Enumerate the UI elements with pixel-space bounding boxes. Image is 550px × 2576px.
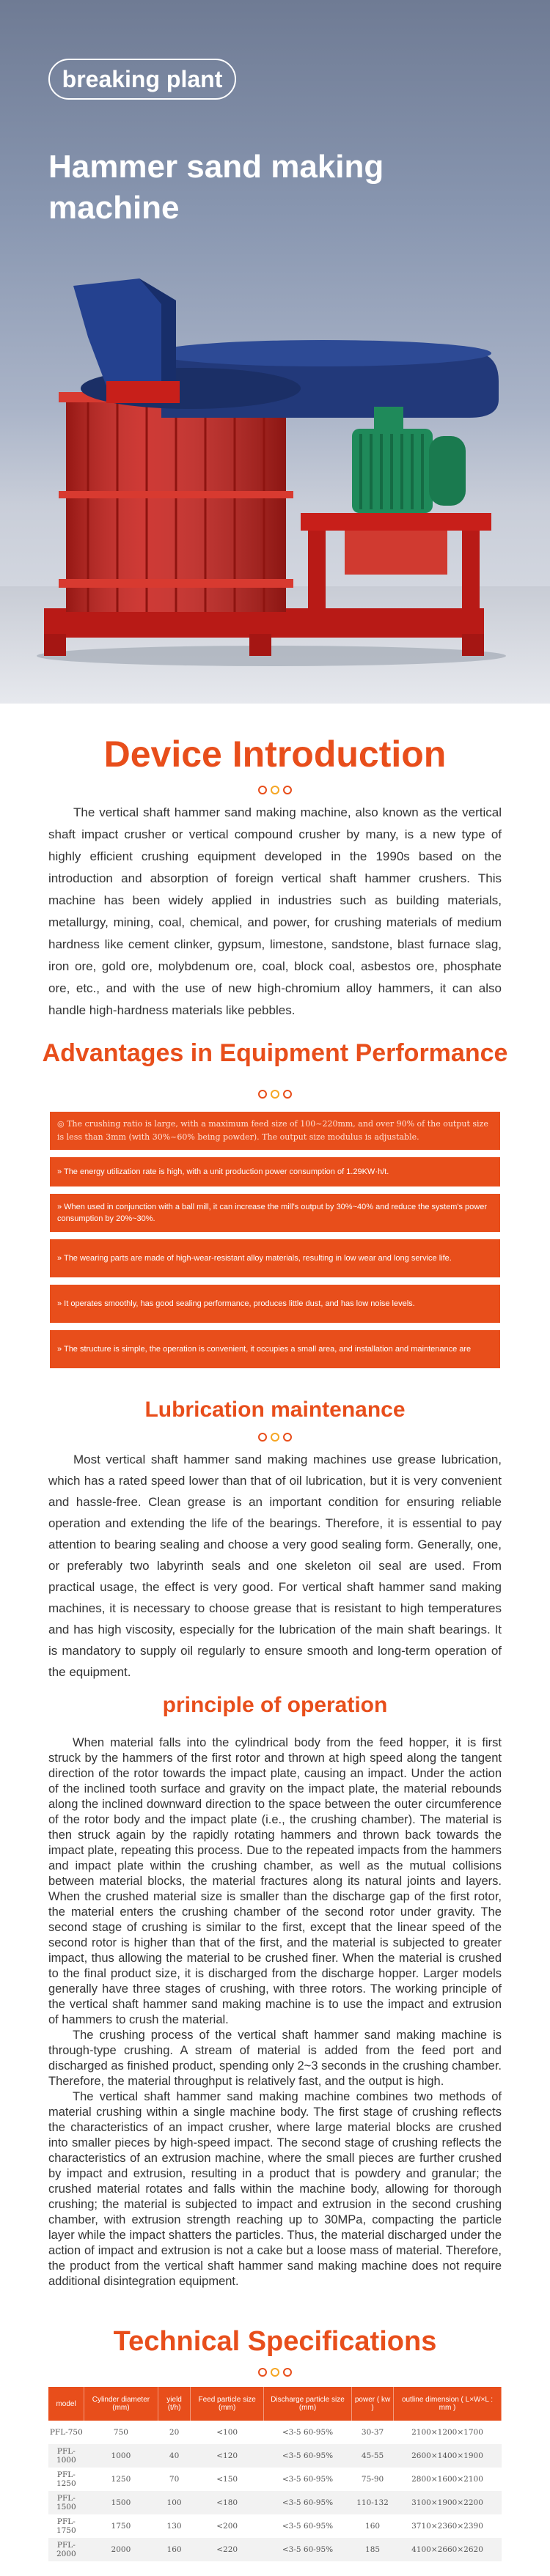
- specifications-table: [48, 2387, 502, 2561]
- table-cell: 1500: [84, 2491, 158, 2514]
- table-cell: PFL-1250: [48, 2468, 84, 2491]
- table-cell: 2800×1600×2100: [394, 2468, 502, 2491]
- advantage-item: » When used in conjunction with a ball mill, it can increase the mill's output by 30%~40% and reduce the system's power consumption by 20%~30%.: [50, 1194, 500, 1232]
- table-cell: 100: [158, 2491, 191, 2514]
- table-cell: PFL-2000: [48, 2538, 84, 2561]
- table-cell: 3710×2360×2390: [394, 2514, 502, 2538]
- table-cell: PFL-750: [48, 2421, 84, 2444]
- table-cell: 160: [158, 2538, 191, 2561]
- lubrication-section: [0, 1398, 550, 1683]
- table-row: [48, 2421, 502, 2444]
- table-cell: 3100×1900×2200: [394, 2491, 502, 2514]
- table-row: [48, 2444, 502, 2468]
- table-cell: PFL-1750: [48, 2514, 84, 2538]
- table-cell: <3-5 60-95%: [263, 2421, 351, 2444]
- table-cell: PFL-1500: [48, 2491, 84, 2514]
- table-cell: 160: [352, 2514, 394, 2538]
- table-cell: 750: [84, 2421, 158, 2444]
- hero-banner: [0, 0, 550, 704]
- advantage-item: » The wearing parts are made of high-wear-resistant alloy materials, resulting in low wear and long service life.: [50, 1239, 500, 1277]
- table-cell: 2100×1200×1700: [394, 2421, 502, 2444]
- table-cell: <150: [191, 2468, 263, 2491]
- table-cell: <3-5 60-95%: [263, 2444, 351, 2468]
- section-title: Lubrication maintenance: [144, 1398, 406, 1422]
- table-cell: 185: [352, 2538, 394, 2561]
- advantage-item: ◎ The crushing ratio is large, with a maximum feed size of 100~220mm, and over 90% of the output size is less than 3mm (with 30%~60% being powder). The output size modulus is adjustable.: [50, 1112, 500, 1150]
- category-tag: breaking plant: [48, 59, 236, 100]
- table-cell: <220: [191, 2538, 263, 2561]
- advantages-list: [50, 1112, 500, 1368]
- column-header: Feed particle size (mm): [191, 2387, 263, 2421]
- column-header: outline dimension ( L×W×L : mm ): [394, 2387, 502, 2421]
- table-cell: <120: [191, 2444, 263, 2468]
- advantage-item: » The energy utilization rate is high, with a unit production power consumption of 1.29KW·h/t.: [50, 1157, 500, 1186]
- table-cell: <3-5 60-95%: [263, 2538, 351, 2561]
- table-cell: 20: [158, 2421, 191, 2444]
- hero-title: Hammer sand making machine: [48, 149, 384, 226]
- table-cell: 45-55: [352, 2444, 394, 2468]
- table-cell: 4100×2660×2620: [394, 2538, 502, 2561]
- principle-text: When material falls into the cylindrical body from the feed hopper, it is first struck by the hammers of the first rotor and thrown at high speed along the tangent direction of the rotor towards the impact plate, causing an impact. Under the action of the inclined tooth surface and gravity on the impact plate, the material rebounds along the inclined downward direction to the space between the outer circumference of the rotor body and the impact plate (i.e., the crushing chamber). The material is then struck again by the rapidly rotating hammers and thrown back towards the impact plate, repeating this process. Due to the repeated impacts from the hammers and impact plate within the crushing chamber, as well as the mutual collisions between material blocks, the material fractures along its natural joints and layers. When the crushed material size is smaller than the discharge gap of the first rotor, the material enters the crushing chamber of the second rotor under gravity. The second stage of crushing is similar to the first, except that the linear speed of the second rotor is higher than that of the first, and the material is subjected to greater impact, thus allowing the material to be crushed finer. When the material is crushed to the final product size, it is discharged from the discharge hopper. Larger models generally have three stages of crushing, with three rotors. The working principle of the vertical shaft hammer sand making machine is to use the impact and extrusion of hammers to crush the material. The crushing process of the vertical shaft hammer sand making machine is through-type crushing. A stream of material is added from the feed port and discharged as finished product, spending only 2~3 seconds in the crushing chamber. Therefore, the material throughput is relatively fast, and the output is high. The vertical shaft hammer sand making machine combines two methods of material crushing within a single machine body. The first stage of crushing reflects the characteristics of an impact crusher, where large material blocks are crushed into smaller pieces by high-speed impact. The second stage of crushing reflects the characteristics of an extrusion machine, where the small pieces are further crushed by impact and extrusion, resulting in a product that is powdery and granular; the crushed material rotates and falls within the machine body, allowing for thorough crushing; the material is subjected to impact and extrusion in the second crushing chamber, with extrusion strength reaching up to 30MPa, compacting the particle layer while the impact shatters the particles. Thus, the material discharged under the action of impact and extrusion is not a cake but a loose mass of material. Therefore, the product from the vertical shaft hammer sand making machine does not require additional disintegration equipment.: [48, 1736, 502, 2288]
- table-header-row: [48, 2387, 502, 2421]
- table-cell: 1750: [84, 2514, 158, 2538]
- column-header: model: [48, 2387, 84, 2421]
- table-cell: <3-5 60-95%: [263, 2514, 351, 2538]
- table-cell: 1250: [84, 2468, 158, 2491]
- table-cell: <100: [191, 2421, 263, 2444]
- divider-dots-icon: [0, 1433, 550, 1442]
- specifications-section: [0, 2326, 550, 2576]
- lubrication-text: Most vertical shaft hammer sand making machines use grease lubrication, which has a rated speed lower than that of oil lubrication, but it is very convenient and hassle-free. Clean grease is an important condition for ensuring reliable operation and extending the life of the bearings. Therefore, it is essential to pay attention to bearing sealing and choose a very good sealing form. Generally, one, or preferably two labyrinth seals and one skeleton oil seal are used. From practical usage, the effect is very good. For vertical shaft hammer sand making machines, it is necessary to choose grease that is resistant to high temperatures and has high viscosity, especially for the lubrication of the main shaft bearings. It is mandatory to supply oil regularly to ensure smooth and long-term operation of the equipment.: [48, 1453, 502, 1679]
- table-cell: 130: [158, 2514, 191, 2538]
- divider-dots-icon: [0, 1090, 550, 1099]
- column-header: Cylinder diameter (mm): [84, 2387, 158, 2421]
- table-cell: PFL-1000: [48, 2444, 84, 2468]
- column-header: yield (t/h): [158, 2387, 191, 2421]
- table-row: [48, 2491, 502, 2514]
- table-cell: 30-37: [352, 2421, 394, 2444]
- section-title: Technical Specifications: [113, 2326, 437, 2357]
- divider-dots-icon: [0, 786, 550, 794]
- principle-section: [0, 1693, 550, 2289]
- table-cell: 40: [158, 2444, 191, 2468]
- table-row: [48, 2468, 502, 2491]
- table-row: [48, 2538, 502, 2561]
- section-title: Device Introduction: [103, 734, 447, 775]
- table-cell: <3-5 60-95%: [263, 2491, 351, 2514]
- section-title: principle of operation: [162, 1693, 388, 1717]
- column-header: power ( kw ): [352, 2387, 394, 2421]
- column-header: Discharge particle size (mm): [263, 2387, 351, 2421]
- table-cell: <3-5 60-95%: [263, 2468, 351, 2491]
- advantage-item: » The structure is simple, the operation is convenient, it occupies a small area, and installation and maintenance are: [50, 1330, 500, 1368]
- table-cell: 110-132: [352, 2491, 394, 2514]
- intro-text: The vertical shaft hammer sand making machine, also known as the vertical shaft impact crusher or vertical compound crusher by many, is a new type of highly efficient crushing equipment developed in the 1990s based on the introduction and absorption of foreign vertical shaft hammer crushers. This machine has been widely applied in industries such as building materials, metallurgy, mining, coal, chemical, and power, for crushing materials of medium hardness like cement clinker, gypsum, limestone, sandstone, blast furnace slag, iron ore, gold ore, molybdenum ore, coal, block coal, asbestos ore, phosphate ore, etc., and with the use of new high-chromium alloy hammers, it can also handle high-hardness materials like pebbles.: [48, 805, 502, 1017]
- machine-image: [29, 271, 528, 667]
- table-cell: 1000: [84, 2444, 158, 2468]
- table-cell: <180: [191, 2491, 263, 2514]
- device-introduction-section: [0, 733, 550, 1022]
- table-cell: 2000: [84, 2538, 158, 2561]
- table-cell: 75-90: [352, 2468, 394, 2491]
- advantages-section: [0, 1039, 550, 1368]
- table-cell: <200: [191, 2514, 263, 2538]
- divider-dots-icon: [0, 2368, 550, 2377]
- table-cell: 2600×1400×1900: [394, 2444, 502, 2468]
- table-row: [48, 2514, 502, 2538]
- table-cell: 70: [158, 2468, 191, 2491]
- advantage-item: » It operates smoothly, has good sealing performance, produces little dust, and has low noise levels.: [50, 1285, 500, 1323]
- section-title: Advantages in Equipment Performance: [42, 1039, 508, 1067]
